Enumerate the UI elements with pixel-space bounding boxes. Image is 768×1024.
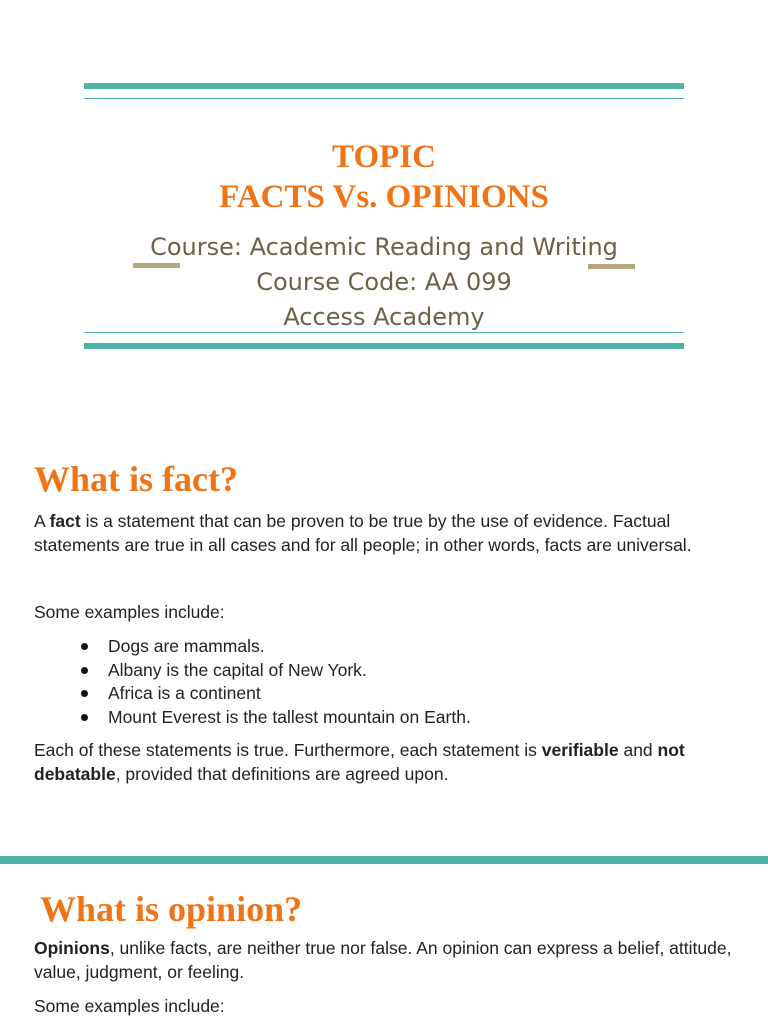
fact-conclusion-part2: and — [618, 740, 658, 760]
course-name: Course: Academic Reading and Writing — [150, 233, 618, 261]
section-divider — [0, 856, 768, 864]
topic-title: FACTS Vs. OPINIONS — [219, 179, 549, 215]
bullet-icon — [81, 643, 88, 650]
opinion-definition-rest: , unlike facts, are neither true nor false. An opinion can express a belief, attitude, value, judgment, or feeling. — [34, 938, 732, 982]
bullet-icon — [81, 714, 88, 721]
institution-name: Access Academy — [283, 303, 485, 331]
fact-heading: What is fact? — [34, 459, 238, 499]
fact-examples-list — [34, 635, 734, 729]
list-item — [34, 682, 734, 706]
fact-conclusion-part3: , provided that definitions are agreed upon. — [115, 764, 449, 784]
bullet-icon — [81, 667, 88, 674]
fact-definition-prefix: A — [34, 511, 50, 531]
fact-examples-intro: Some examples include: — [34, 602, 225, 622]
fact-conclusion-bold1: verifiable — [541, 740, 619, 760]
top-thin-rule — [84, 98, 684, 99]
bottom-thin-rule — [84, 332, 684, 333]
list-item — [34, 659, 734, 683]
opinion-examples-intro: Some examples include: — [34, 996, 225, 1016]
right-accent-dash — [588, 264, 635, 269]
topic-label: TOPIC — [332, 139, 436, 175]
list-item-text: Albany is the capital of New York. — [108, 659, 367, 680]
top-thick-rule — [84, 83, 684, 89]
list-item-text: Dogs are mammals. — [108, 636, 265, 656]
opinion-heading: What is opinion? — [40, 889, 303, 929]
fact-conclusion-part1: Each of these statements is true. Furthermore, each statement is — [34, 740, 542, 760]
fact-definition — [34, 509, 734, 557]
list-item — [34, 706, 734, 730]
course-code: Course Code: AA 099 — [256, 268, 512, 296]
fact-conclusion-bold2: not debatable — [34, 740, 685, 784]
bullet-icon — [81, 690, 88, 697]
left-accent-dash — [133, 263, 180, 268]
fact-definition-rest: is a statement that can be proven to be true by the use of evidence. Factual statements are true in all cases and for all people; in other words, facts are universal. — [34, 511, 692, 555]
opinion-term: Opinions — [34, 938, 110, 958]
opinion-definition — [34, 936, 744, 984]
fact-conclusion — [34, 738, 734, 786]
list-item — [34, 635, 734, 659]
list-item-text: Mount Everest is the tallest mountain on Earth. — [108, 706, 471, 727]
bottom-thick-rule — [84, 343, 684, 349]
fact-term: fact — [49, 511, 81, 531]
list-item-text: Africa is a continent — [108, 683, 261, 703]
